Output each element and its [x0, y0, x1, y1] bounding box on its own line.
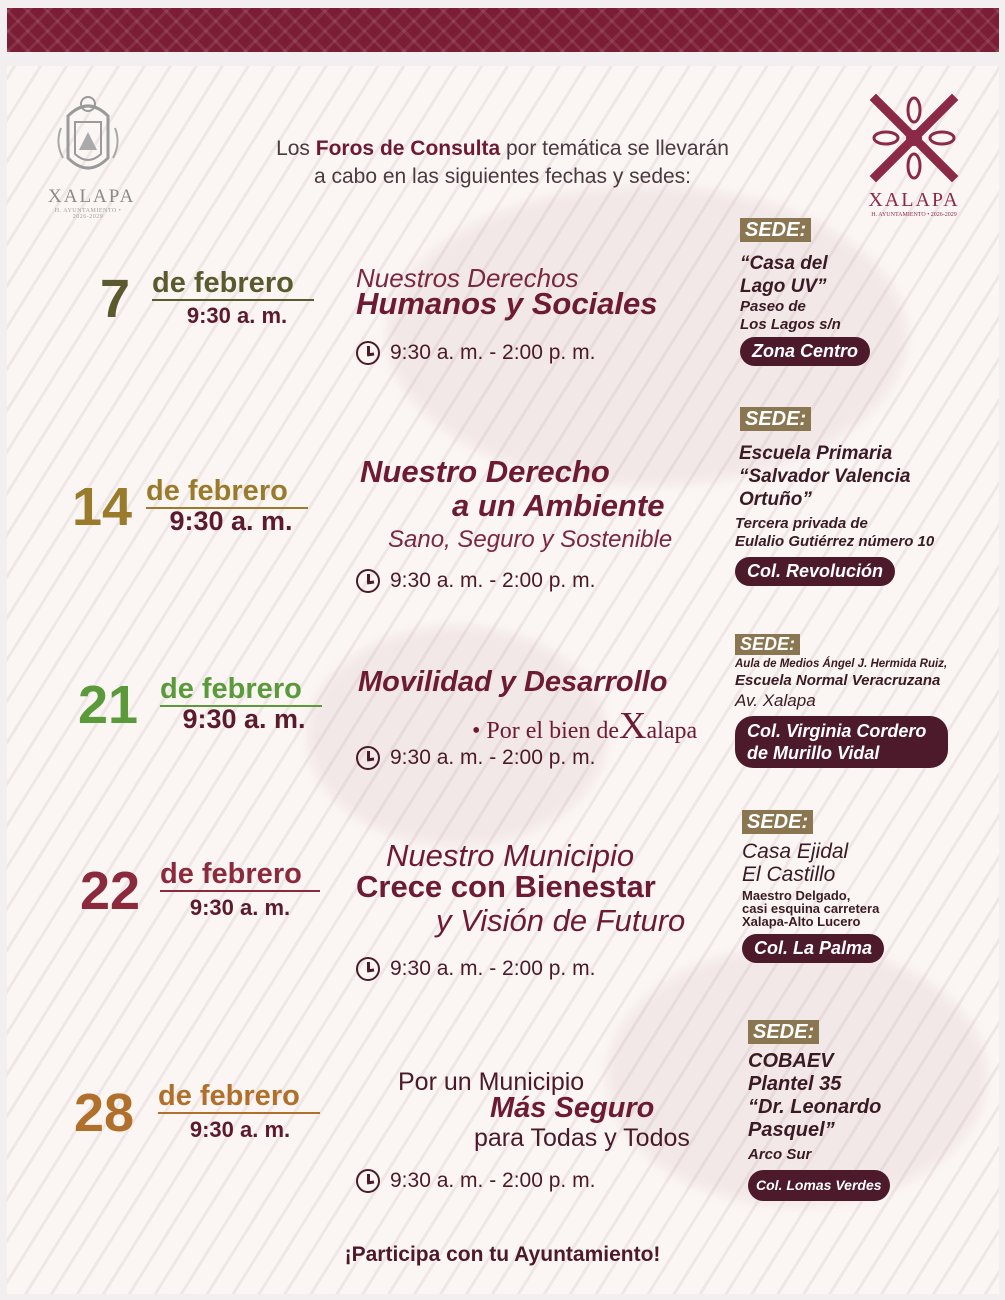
schedule-text: 9:30 a. m. - 2:00 p. m.	[390, 341, 596, 364]
event-schedule	[356, 746, 595, 770]
sede-label: SEDE:	[740, 407, 811, 431]
intro-line-2: a cabo en las siguientes fechas y sedes:	[313, 165, 692, 188]
zone-badge: Col. Lomas Verdes	[748, 1170, 890, 1201]
venue-name: Casa Ejidal	[742, 840, 849, 863]
event-day: 22	[80, 861, 141, 921]
top-pattern-bar	[7, 8, 999, 52]
venue-name: “Dr. Leonardo	[748, 1096, 882, 1118]
venue-name: Plantel 35	[748, 1073, 842, 1095]
event-title-line-2: a un Ambiente	[452, 488, 665, 523]
clock-icon	[356, 1169, 380, 1193]
schedule-text: 9:30 a. m. - 2:00 p. m.	[390, 569, 596, 592]
venue-block	[748, 1020, 978, 1201]
event-month: de febrero	[158, 1080, 300, 1112]
event-title-line-1: Por un Municipio	[398, 1068, 585, 1096]
intro-text	[200, 135, 805, 191]
venue-block	[735, 407, 975, 586]
venue-name: El Castillo	[742, 863, 836, 886]
event-title-line-1: Nuestro Municipio	[386, 838, 635, 873]
event-title-line-1: Nuestros Derechos	[356, 263, 579, 293]
venue-block	[740, 218, 970, 366]
event-time: 9:30 a. m.	[189, 1117, 291, 1142]
event-title-line-3: y Visión de Futuro	[436, 903, 686, 938]
venue-block	[742, 810, 972, 963]
event-title-line-3: para Todas y Todos	[474, 1124, 690, 1152]
event-time: 9:30 a. m.	[169, 506, 293, 536]
slogan-x: X	[619, 705, 647, 747]
schedule-text: 9:30 a. m. - 2:00 p. m.	[390, 1169, 596, 1192]
event-title-line-1: Movilidad y Desarrollo	[358, 666, 668, 698]
event-time: 9:30 a. m.	[182, 704, 306, 734]
zone-badge: Zona Centro	[740, 337, 870, 366]
event-schedule	[356, 341, 595, 365]
xalapa-brand-logo	[862, 88, 966, 218]
zone-line: de Murillo Vidal	[747, 743, 880, 763]
event-time: 9:30 a. m.	[186, 303, 288, 328]
venue-name: COBAEV	[748, 1050, 834, 1072]
venue-address: Arco Sur	[748, 1146, 812, 1163]
logo-subtext: H. AYUNTAMIENTO • 2026-2029	[54, 208, 122, 220]
venue-name: Pasquel”	[748, 1119, 835, 1141]
event-title-line-2: Crece con Bienestar	[356, 869, 656, 904]
event-title-line-1: Nuestro Derecho	[360, 454, 610, 489]
footer-call-to-action: ¡Participa con tu Ayuntamiento!	[344, 1243, 661, 1266]
venue-name: Ortuño”	[739, 489, 812, 510]
sede-label: SEDE:	[735, 634, 800, 655]
clock-icon	[356, 957, 380, 981]
date-divider	[160, 890, 320, 892]
schedule-text: 9:30 a. m. - 2:00 p. m.	[390, 957, 596, 980]
date-divider	[152, 299, 314, 301]
xalapa-seal-logo	[48, 88, 136, 220]
event-schedule	[356, 957, 595, 981]
venue-name: Lago UV”	[740, 276, 827, 297]
slogan-text: • Por el bien de	[472, 718, 620, 744]
sede-label: SEDE:	[742, 810, 813, 834]
venue-name: “Salvador Valencia	[739, 466, 911, 487]
clock-icon	[356, 746, 380, 770]
venue-address: Maestro Delgado,	[742, 888, 851, 903]
intro-post: por temática se llevarán	[500, 137, 729, 160]
event-time: 9:30 a. m.	[189, 895, 291, 920]
sede-label: SEDE:	[740, 218, 811, 242]
event-month: de febrero	[160, 858, 302, 890]
coat-of-arms-icon	[53, 88, 123, 188]
clock-icon	[356, 341, 380, 365]
venue-address: Xalapa-Alto Lucero	[742, 914, 861, 929]
venue-address: Los Lagos s/n	[740, 316, 841, 333]
event-month: de febrero	[160, 673, 302, 705]
venue-address: casi esquina carretera	[742, 901, 880, 916]
venue-address: Tercera privada de	[735, 515, 868, 532]
logo-subtext: H. AYUNTAMIENTO • 2026-2029	[871, 212, 957, 218]
schedule-text: 9:30 a. m. - 2:00 p. m.	[390, 746, 596, 769]
venue-block	[735, 634, 980, 768]
venue-address: Paseo de	[740, 298, 806, 315]
event-title-line-3: Sano, Seguro y Sostenible	[388, 526, 673, 553]
venue-name: Aula de Medios Ángel J. Hermida Ruiz,	[735, 658, 948, 670]
crossed-emblem-icon	[864, 88, 964, 188]
event-day: 28	[74, 1083, 135, 1143]
event-day: 14	[72, 477, 133, 537]
intro-bold: Foros de Consulta	[315, 137, 501, 160]
zone-badge	[735, 716, 948, 768]
event-title-line-2: Humanos y Sociales	[356, 286, 658, 321]
clock-icon	[356, 569, 380, 593]
event-day: 21	[78, 675, 139, 735]
event-slogan	[472, 704, 697, 748]
logo-text: XALAPA	[48, 186, 136, 207]
sede-label: SEDE:	[748, 1020, 819, 1044]
venue-name: “Casa del	[740, 253, 828, 274]
logo-text: XALAPA	[868, 189, 960, 211]
venue-address: Eulalio Gutiérrez número 10	[735, 533, 935, 550]
event-title-line-2: Más Seguro	[490, 1092, 655, 1124]
venue-name: Escuela Primaria	[739, 443, 893, 464]
event-schedule	[356, 1169, 595, 1193]
venue-address: Av. Xalapa	[735, 691, 816, 710]
event-month: de febrero	[146, 475, 288, 507]
zone-badge: Col. La Palma	[742, 934, 884, 963]
event-day: 7	[100, 269, 131, 329]
event-month: de febrero	[152, 267, 294, 299]
zone-line: Col. Virginia Cordero	[747, 721, 927, 741]
intro-pre: Los	[276, 137, 316, 160]
slogan-text: alapa	[646, 718, 698, 744]
venue-name: Escuela Normal Veracruzana	[735, 672, 941, 689]
date-divider	[158, 1112, 320, 1114]
event-schedule	[356, 569, 595, 593]
zone-badge: Col. Revolución	[735, 557, 895, 586]
